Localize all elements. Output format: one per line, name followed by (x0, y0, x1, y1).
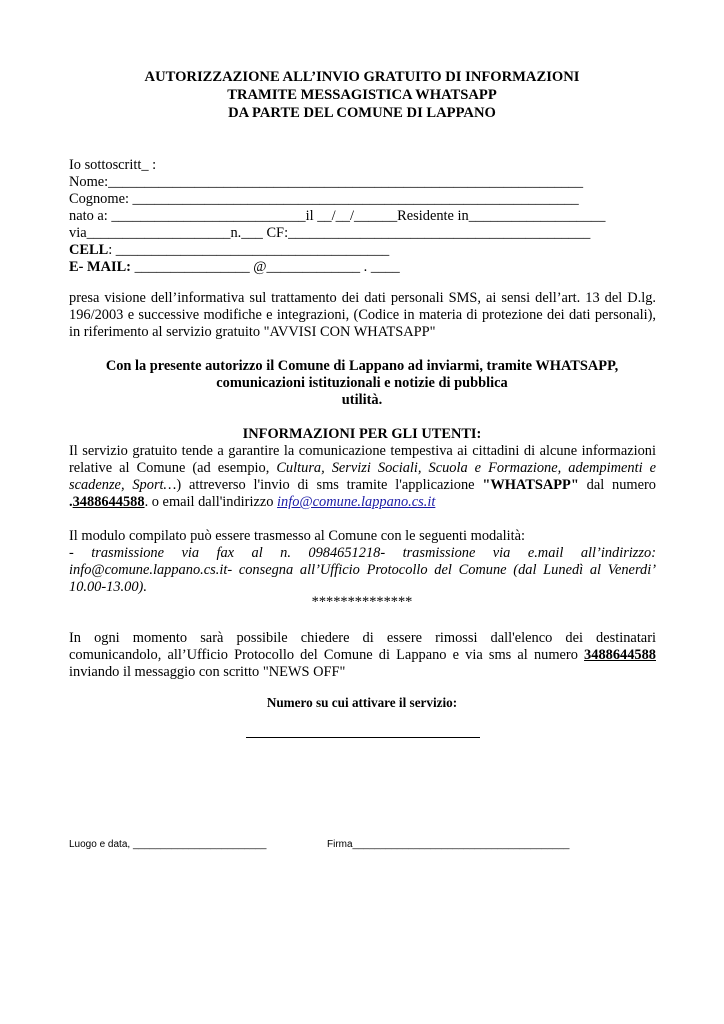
info-line-2 (69, 460, 656, 477)
email-link[interactable]: info@comune.lappano.cs.it (277, 494, 436, 510)
nome-field[interactable]: Nome:__________________________________________________________________ (69, 174, 584, 190)
info-line-4 (69, 494, 435, 511)
cell-field[interactable] (69, 242, 389, 259)
cognome-field[interactable]: Cognome: ______________________________________________________________ (69, 191, 579, 207)
removal-phone-number: 3488644588 (584, 647, 656, 663)
authorization-line-2: comunicazioni istituzionali e notizie di pubblica (216, 375, 508, 391)
email-field[interactable] (69, 259, 400, 276)
info-line-3-italic: scadenze, Sport… (69, 477, 177, 493)
stars-separator: ************** (311, 594, 413, 610)
cell-blank: : ______________________________________ (108, 242, 390, 258)
email-label: E- MAIL: (69, 259, 131, 275)
sottoscritto-label: Io sottoscritt_ : (69, 157, 157, 173)
info-line-1: Il servizio gratuito tende a garantire la comunicazione tempestiva ai cittadini di alcune informazioni (69, 443, 656, 459)
removal-line-1: In ogni momento sarà possibile chiedere di essere rimossi dall'elenco dei destinatari (69, 630, 656, 646)
cell-label: CELL (69, 242, 109, 258)
phone-number: 3488644588 (72, 494, 145, 510)
luogo-data-field[interactable]: Luogo e data, ________________________ (69, 839, 267, 850)
removal-line-2-text: comunicandolo, all’Ufficio Protocollo del Comune di Lappano e via sms al numero (69, 647, 585, 663)
privacy-line-2: 196/2003 e successive modifiche e integrazioni, (Codice in materia di protezione dei dati personali), (69, 307, 656, 323)
info-heading: INFORMAZIONI PER GLI UTENTI: (242, 426, 482, 442)
info-line-3-end: dal numero (578, 477, 656, 493)
module-line-2: - trasmissione via fax al n. 0984651218- trasmissione via e.mail all’indirizzo: (69, 545, 656, 561)
privacy-line-3: in riferimento al servizio gratuito "AVVISI CON WHATSAPP" (69, 324, 436, 340)
info-line-3 (69, 477, 656, 494)
activation-number-line[interactable] (246, 737, 480, 738)
nascita-residenza-field[interactable]: nato a: ___________________________il __/__/______Residente in___________________ (69, 208, 606, 224)
info-line-4-dot: . (69, 494, 73, 510)
module-line-3: info@comune.lappano.cs.it- consegna all’Ufficio Protocollo del Comune (dal Lunedì al Venerdi’ (69, 562, 656, 578)
removal-line-3: inviando il messaggio con scritto "NEWS OFF" (69, 664, 346, 680)
module-line-1: Il modulo compilato può essere trasmesso al Comune con le seguenti modalità: (69, 528, 526, 544)
title-line-2: TRAMITE MESSAGISTICA WHATSAPP (227, 87, 497, 103)
via-cf-field[interactable]: via____________________n.___ CF:__________________________________________ (69, 225, 591, 241)
info-line-3-text: ) attreverso l'invio di sms tramite l'applicazione (176, 477, 483, 493)
whatsapp-label: "WHATSAPP" (482, 477, 579, 493)
info-line-4-text: . o email dall'indirizzo (144, 494, 278, 510)
info-line-2-text: relative al Comune (ad esempio, (69, 460, 277, 476)
title-line-1: AUTORIZZAZIONE ALL’INVIO GRATUITO DI INFORMAZIONI (144, 69, 580, 85)
authorization-line-1: Con la presente autorizzo il Comune di Lappano ad inviarmi, tramite WHATSAPP, (105, 358, 619, 374)
title-line-3: DA PARTE DEL COMUNE DI LAPPANO (228, 105, 496, 121)
removal-line-2 (69, 647, 656, 664)
module-line-4: 10.00-13.00). (69, 579, 147, 595)
info-line-2-italic: Cultura, Servizi Sociali, Scuola e Formazione, adempimenti e (276, 460, 656, 476)
privacy-line-1: presa visione dell’informativa sul trattamento dei dati personali SMS, ai sensi dell’art. 13 del D.lg. (69, 290, 656, 306)
authorization-line-3: utilità. (341, 392, 383, 408)
email-blank: ________________ @_____________ . ____ (130, 259, 400, 275)
activation-label: Numero su cui attivare il servizio: (266, 695, 458, 710)
firma-field[interactable]: Firma_______________________________________ (327, 839, 570, 850)
